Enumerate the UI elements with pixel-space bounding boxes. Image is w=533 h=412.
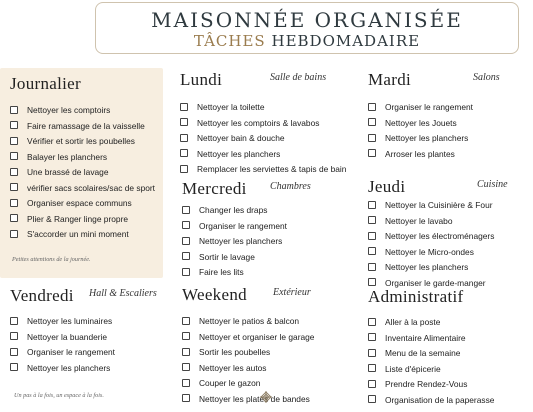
task-label: Organisation de la paperasse xyxy=(385,394,495,405)
journalier-note: Petites attentions de la journée. xyxy=(12,256,91,263)
task-checkbox[interactable] xyxy=(368,395,376,403)
task-label: Arroser les plantes xyxy=(385,148,455,159)
task-checkbox[interactable] xyxy=(10,230,18,238)
task-checkbox[interactable] xyxy=(368,247,376,255)
task-checkbox[interactable] xyxy=(182,221,190,229)
task-label: Organiser espace communs xyxy=(27,198,132,208)
task-checkbox[interactable] xyxy=(10,183,18,191)
section-title: Journalier xyxy=(10,74,81,93)
task-label: Changer les draps xyxy=(199,205,268,215)
page-subtitle xyxy=(96,32,518,50)
task-label: S'accorder un mini moment xyxy=(27,229,129,239)
section-title: Vendredi xyxy=(10,286,74,305)
task-checkbox[interactable] xyxy=(368,349,376,357)
task-checkbox[interactable] xyxy=(182,394,190,402)
subtitle-rest: HEBDOMADAIRE xyxy=(265,32,421,50)
task-label: Nettoyer les autos xyxy=(199,362,267,373)
task-label: Aller à la poste xyxy=(385,317,441,327)
task-label: Faire les lits xyxy=(199,267,244,277)
task-label: Organiser le rangement xyxy=(199,220,287,231)
task-label: Balayer les planchers xyxy=(27,151,108,162)
task-checkbox[interactable] xyxy=(180,134,188,142)
task-checkbox[interactable] xyxy=(182,317,190,325)
task-label: Nettoyer les comptoirs xyxy=(27,105,111,115)
section-subtitle: Cuisine xyxy=(477,179,508,190)
task-checkbox[interactable] xyxy=(368,263,376,271)
task-label: Nettoyer le Micro-ondes xyxy=(385,246,474,257)
task-checkbox[interactable] xyxy=(182,237,190,245)
task-checkbox[interactable] xyxy=(10,152,18,160)
task-label: vérifier sacs scolaires/sac de sport xyxy=(27,182,155,193)
section-subtitle: Extérieur xyxy=(273,287,311,298)
section-subtitle: Hall & Escaliers xyxy=(89,288,157,299)
task-label: Couper le gazon xyxy=(199,378,261,388)
task-checkbox[interactable] xyxy=(10,168,18,176)
task-label: Inventaire Alimentaire xyxy=(385,332,466,343)
section-subtitle: Salle de bains xyxy=(270,72,327,83)
task-label: Organiser le rangement xyxy=(385,102,473,112)
task-label: Nettoyer les plates de bandes xyxy=(199,393,310,404)
task-label: Nettoyer les planchers xyxy=(27,362,111,373)
task-checkbox[interactable] xyxy=(10,317,18,325)
task-checkbox[interactable] xyxy=(368,364,376,372)
section-subtitle: Salons xyxy=(473,72,500,83)
subtitle-accent: TÂCHES xyxy=(193,32,266,50)
section-title: Lundi xyxy=(180,70,223,89)
section-title: Mardi xyxy=(368,70,412,89)
task-label: Nettoyer les Jouets xyxy=(385,117,457,128)
task-checkbox[interactable] xyxy=(10,137,18,145)
section-title: Administratif xyxy=(368,287,464,306)
task-label: Nettoyer les planchers xyxy=(385,262,469,272)
task-label: Nettoyer le lavabo xyxy=(385,215,453,226)
footer-note: Un pas à la fois, un espace à la fois. xyxy=(14,392,104,399)
task-label: Nettoyer les planchers xyxy=(199,236,283,246)
task-label: Vérifier et sortir les poubelles xyxy=(27,136,135,146)
task-label: Nettoyer la Cuisinière & Four xyxy=(385,200,493,210)
task-checkbox[interactable] xyxy=(182,252,190,260)
task-checkbox[interactable] xyxy=(368,333,376,341)
section-title: Mercredi xyxy=(182,179,247,198)
task-checkbox[interactable] xyxy=(10,199,18,207)
task-checkbox[interactable] xyxy=(180,103,188,111)
task-label: Remplacer les serviettes & tapis de bain xyxy=(197,164,347,174)
task-label: Nettoyer les comptoirs & lavabos xyxy=(197,117,320,128)
task-checkbox[interactable] xyxy=(10,363,18,371)
task-checkbox[interactable] xyxy=(180,165,188,173)
task-label: Plier & Ranger linge propre xyxy=(27,213,129,224)
section-title: Weekend xyxy=(182,285,247,304)
ornament-knot-icon xyxy=(259,390,273,404)
section-title: Jeudi xyxy=(368,177,406,196)
task-checkbox[interactable] xyxy=(368,278,376,286)
task-checkbox[interactable] xyxy=(10,106,18,114)
task-checkbox[interactable] xyxy=(368,380,376,388)
task-checkbox[interactable] xyxy=(182,332,190,340)
task-label: Nettoyer et organiser le garage xyxy=(199,331,315,342)
task-label: Prendre Rendez-Vous xyxy=(385,379,468,389)
page-title: MAISONNÉE ORGANISÉE xyxy=(151,8,463,32)
task-checkbox[interactable] xyxy=(182,206,190,214)
task-label: Nettoyer les planchers xyxy=(197,148,281,159)
task-label: Nettoyer la buanderie xyxy=(27,331,108,342)
task-checkbox[interactable] xyxy=(10,348,18,356)
task-label: Nettoyer le patios & balcon xyxy=(199,316,300,326)
task-checkbox[interactable] xyxy=(368,318,376,326)
task-checkbox[interactable] xyxy=(180,118,188,126)
task-label: Une brassé de lavage xyxy=(27,167,109,177)
task-checkbox[interactable] xyxy=(180,149,188,157)
task-checkbox[interactable] xyxy=(368,134,376,142)
task-checkbox[interactable] xyxy=(368,232,376,240)
task-label: Nettoyer la toilette xyxy=(197,102,265,112)
page-header xyxy=(95,2,519,54)
task-label: Organiser le rangement xyxy=(27,347,115,357)
task-label: Nettoyer les luminaires xyxy=(27,316,113,326)
task-checkbox[interactable] xyxy=(182,268,190,276)
task-checkbox[interactable] xyxy=(368,118,376,126)
task-label: Menu de la semaine xyxy=(385,348,461,358)
task-label: Sortir les poubelles xyxy=(199,347,271,357)
task-checkbox[interactable] xyxy=(10,121,18,129)
task-checkbox[interactable] xyxy=(182,363,190,371)
task-label: Organiser le garde-manger xyxy=(385,277,486,288)
task-label: Nettoyer les planchers xyxy=(385,133,469,143)
task-checkbox[interactable] xyxy=(10,332,18,340)
task-label: Nettoyer bain & douche xyxy=(197,133,285,143)
task-label: Sortir le lavage xyxy=(199,251,255,262)
task-checkbox[interactable] xyxy=(368,149,376,157)
task-label: Faire ramassage de la vaisselle xyxy=(27,120,145,131)
task-label: Liste d'épicerie xyxy=(385,363,441,374)
task-checkbox[interactable] xyxy=(182,379,190,387)
task-checkbox[interactable] xyxy=(368,216,376,224)
section-subtitle: Chambres xyxy=(270,181,311,192)
task-checkbox[interactable] xyxy=(368,103,376,111)
task-checkbox[interactable] xyxy=(10,214,18,222)
task-checkbox[interactable] xyxy=(368,201,376,209)
task-checkbox[interactable] xyxy=(182,348,190,356)
task-label: Nettoyer les électroménagers xyxy=(385,231,495,241)
